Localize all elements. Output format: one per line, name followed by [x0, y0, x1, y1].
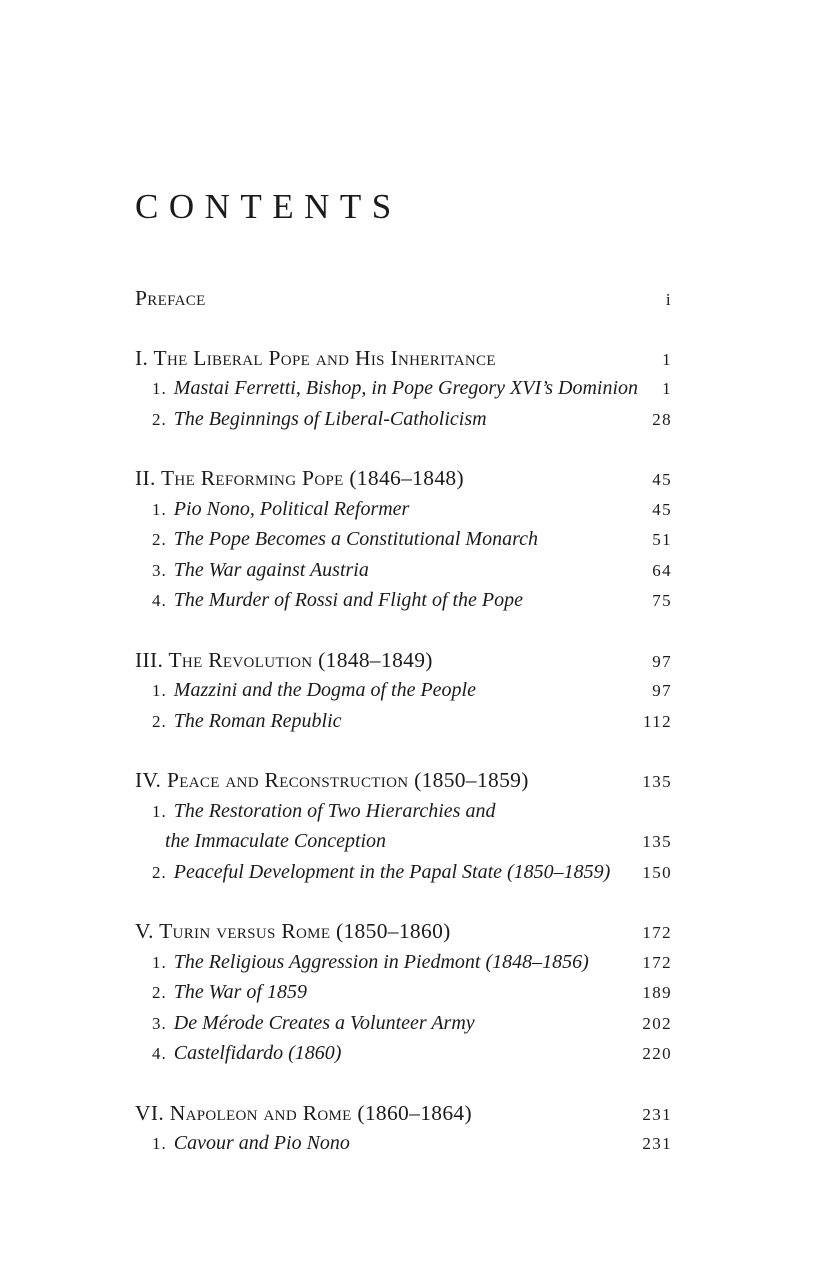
section-entry [135, 676, 476, 707]
section-page-number: 51 [652, 530, 672, 549]
chapter-label: V. Turin versus Rome (1850–1860) [135, 919, 451, 943]
section-title: Mazzini and the Dogma of the People [173, 679, 476, 701]
chapter-row [135, 646, 672, 677]
section-row [135, 1039, 672, 1070]
section-row [135, 1009, 672, 1040]
chapter-page-number: 1 [662, 349, 672, 369]
section-page-number: 150 [642, 862, 672, 882]
section-title: Mastai Ferretti, Bishop, in Pope Gregory XVI’s Dominion [173, 377, 639, 399]
section-number: 4. [152, 591, 167, 610]
section-entry [135, 948, 589, 979]
chapter-row [135, 766, 672, 797]
chapter-page-number: 231 [642, 1104, 672, 1124]
section-row [135, 948, 672, 979]
chapter-row [135, 344, 672, 375]
section-entry [135, 797, 495, 828]
section-title: The Roman Republic [173, 709, 342, 732]
section-number: 2. [152, 862, 167, 882]
section-page-number: 45 [652, 499, 672, 519]
section-title: The Religious Aggression in Piedmont (1848–1856) [173, 950, 589, 973]
section-page-number: 135 [642, 832, 672, 851]
chapter-group [135, 344, 672, 436]
section-title: Pio Nono, Political Reformer [173, 497, 410, 520]
section-number: 1. [152, 801, 167, 821]
section-title: The War against Austria [173, 558, 369, 581]
chapter-group [135, 766, 672, 888]
section-row [135, 1129, 672, 1160]
chapter-group [135, 646, 672, 738]
section-page-number: 189 [642, 983, 672, 1002]
chapter-page-number: 45 [652, 470, 672, 489]
section-title: Peaceful Development in the Papal State (1850–1859) [173, 860, 611, 883]
section-entry [135, 978, 307, 1009]
chapter-label: III. The Revolution (1848–1849) [135, 647, 433, 672]
section-number: 1. [152, 379, 167, 398]
section-page-number: 172 [642, 952, 672, 972]
section-entry [135, 556, 369, 587]
section-entry [135, 374, 638, 405]
section-row [135, 495, 672, 526]
section-continuation-row [135, 827, 672, 858]
section-title-continuation: the Immaculate Conception [165, 830, 387, 852]
chapter-group [135, 917, 672, 1070]
section-title: De Mérode Creates a Volunteer Army [173, 1011, 475, 1034]
section-row [135, 707, 672, 738]
section-number: 2. [152, 530, 167, 549]
section-title: Cavour and Pio Nono [173, 1132, 350, 1154]
section-entry [135, 1039, 341, 1070]
chapter-label: VI. Napoleon and Rome (1860–1864) [135, 1100, 472, 1125]
section-number: 2. [152, 983, 167, 1002]
chapter-page-number: 172 [642, 923, 672, 942]
section-number: 1. [152, 1134, 167, 1153]
preface-row [135, 284, 672, 315]
chapter-label: II. The Reforming Pope (1846–1848) [135, 466, 464, 490]
section-row [135, 676, 672, 707]
section-row [135, 374, 672, 405]
section-row [135, 978, 672, 1009]
section-number: 1. [152, 952, 167, 972]
section-entry [135, 858, 610, 889]
section-page-number: 1 [662, 379, 672, 398]
section-page-number: 64 [652, 560, 672, 580]
section-number: 2. [152, 409, 167, 429]
preface-page-number: i [665, 290, 672, 309]
section-number: 3. [152, 560, 167, 580]
chapter-row [135, 1099, 672, 1130]
section-row [135, 405, 672, 436]
section-entry-continuation [135, 827, 386, 858]
section-entry [135, 495, 409, 526]
section-page-number: 97 [652, 681, 672, 700]
section-row [135, 525, 672, 556]
section-title: The Beginnings of Liberal-Catholicism [173, 407, 487, 430]
section-entry [135, 1129, 350, 1160]
chapter-row [135, 464, 672, 495]
chapter-page-number: 97 [652, 651, 672, 671]
section-entry [135, 405, 487, 436]
section-entry [135, 525, 538, 556]
section-row [135, 586, 672, 617]
section-title: The Murder of Rossi and Flight of the Pope [173, 589, 524, 611]
section-row [135, 556, 672, 587]
section-page-number: 220 [642, 1044, 672, 1063]
section-page-number: 231 [642, 1134, 672, 1153]
chapter-page-number: 135 [642, 772, 672, 791]
section-number: 2. [152, 711, 167, 731]
section-entry [135, 586, 523, 617]
contents-block [135, 186, 672, 1160]
section-row [135, 797, 672, 828]
section-number: 3. [152, 1013, 167, 1033]
section-entry [135, 707, 342, 738]
page-title: CONTENTS [135, 187, 402, 226]
section-page-number: 75 [652, 591, 672, 610]
section-number: 1. [152, 681, 167, 700]
section-number: 4. [152, 1044, 167, 1063]
section-title: The Pope Becomes a Constitutional Monarch [173, 528, 539, 550]
section-page-number: 28 [652, 409, 672, 429]
section-row [135, 858, 672, 889]
chapter-group [135, 464, 672, 617]
chapter-label: IV. Peace and Reconstruction (1850–1859) [135, 768, 529, 792]
section-title: Castelfidardo (1860) [173, 1042, 342, 1064]
chapter-group [135, 1099, 672, 1160]
chapter-label: I. The Liberal Pope and His Inheritance [135, 345, 496, 370]
section-title: The Restoration of Two Hierarchies and [173, 799, 496, 822]
section-page-number: 202 [642, 1013, 672, 1033]
section-number: 1. [152, 499, 167, 519]
section-page-number: 112 [643, 711, 672, 731]
section-entry [135, 1009, 475, 1040]
chapter-row [135, 917, 672, 948]
section-title: The War of 1859 [173, 981, 307, 1003]
preface-label: Preface [135, 286, 206, 310]
